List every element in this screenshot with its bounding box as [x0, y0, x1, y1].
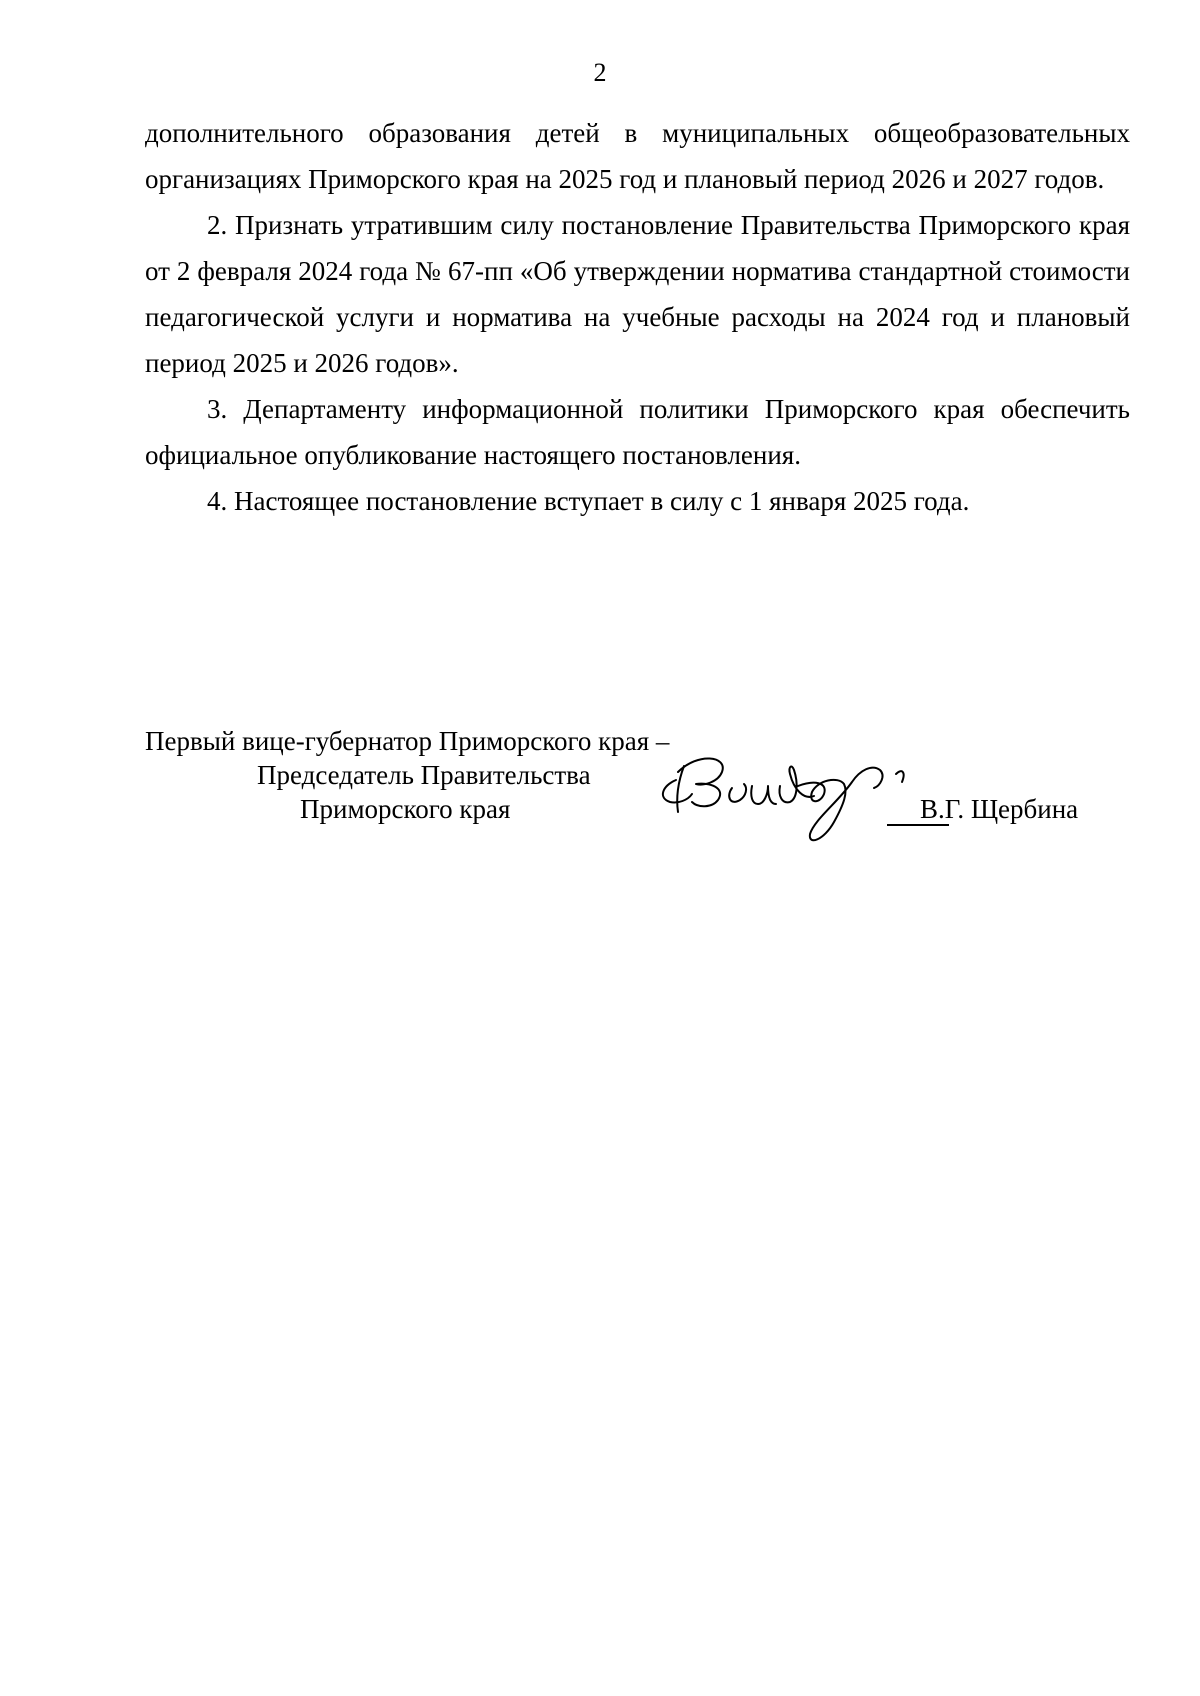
handwritten-signature [648, 742, 948, 862]
signatory-position-line-3: Приморского края [300, 794, 511, 824]
paragraph-2: 2. Признать утратившим силу постановление Правительства Приморского края от 2 февраля 2024 года № 67-пп «Об утверждении норматива стандартной стоимости педагогической услуги и норматива на учебные расходы на 2024 год и плановый период 2025 и 2026 годов». [145, 210, 1130, 378]
signatory-name: В.Г. Щербина [920, 794, 1079, 824]
paragraph-3: 3. Департаменту информационной политики Приморского края обеспечить официальное опубликование настоящего постановления. [145, 394, 1130, 470]
signature-block [145, 724, 1130, 864]
page-number: 2 [593, 58, 607, 87]
signatory-position-line-2: Председатель Правительства [257, 760, 591, 790]
paragraph-1-continuation: дополнительного образования детей в муниципальных общеобразовательных организациях Приморского края на 2025 год и плановый период 2026 и 2027 годов. [145, 118, 1130, 194]
document-body [145, 110, 1130, 524]
signatory-position-line-1: Первый вице-губернатор Приморского края – [145, 726, 670, 756]
paragraph-4: 4. Настоящее постановление вступает в силу с 1 января 2025 года. [207, 486, 970, 516]
